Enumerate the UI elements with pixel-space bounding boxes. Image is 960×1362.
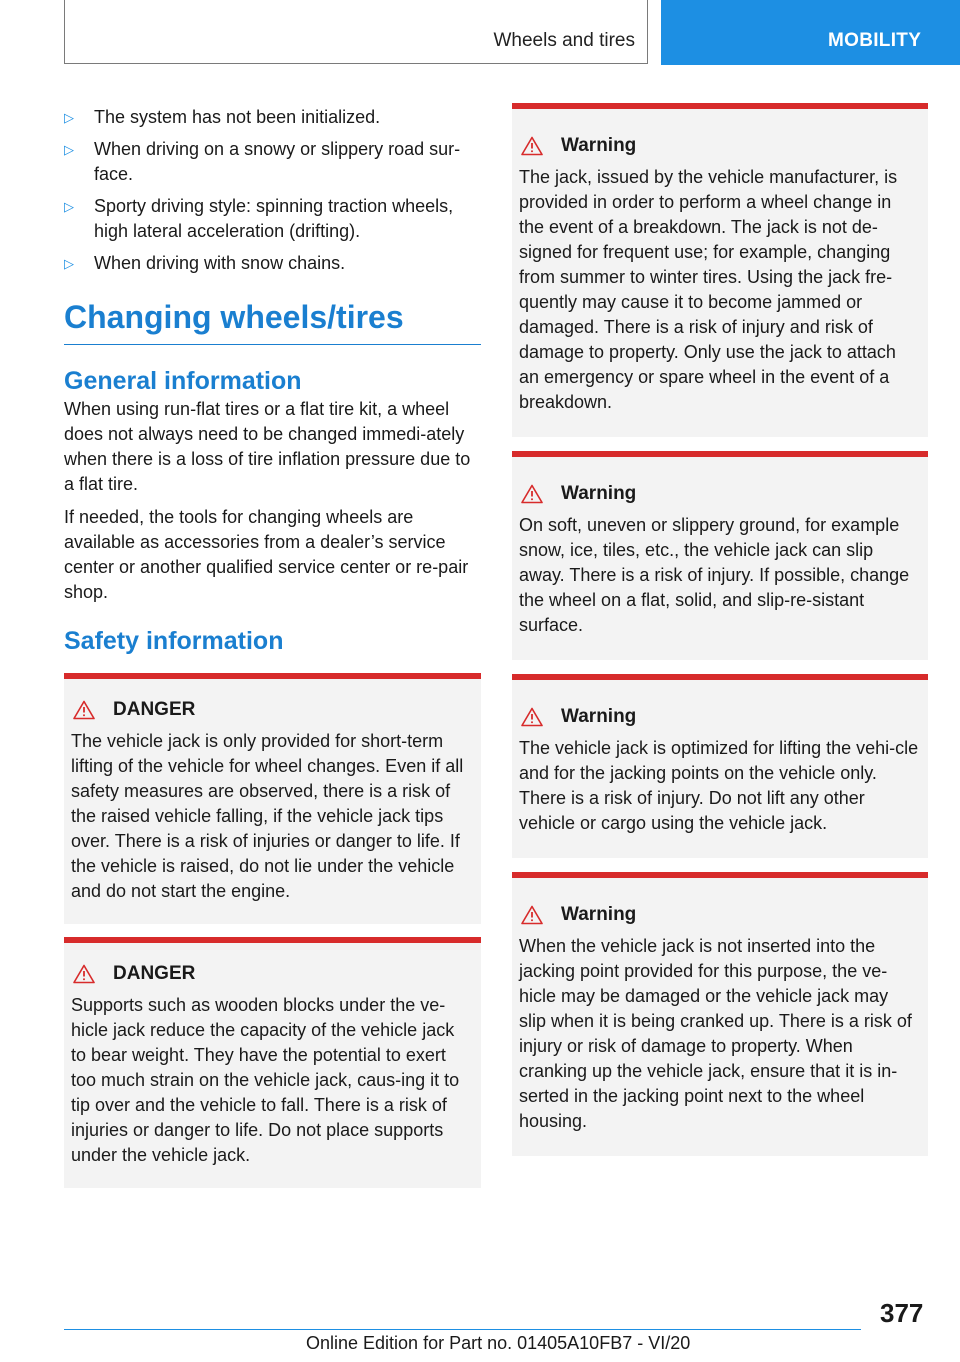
right-column: [512, 103, 928, 1170]
warning-box: [512, 674, 928, 858]
warning-label: Warning: [561, 135, 637, 156]
section-title: Wheels and tires: [493, 30, 635, 51]
general-info-heading: General information: [64, 367, 302, 395]
danger-label: DANGER: [113, 963, 196, 984]
danger-text: The vehicle jack is only provided for short-term lifting of the vehicle for wheel changes. Even if all safety measures are observed, there is a risk of the raised vehicle falling, if the vehicle jack tips over. There is a risk of injuries or danger to life. If the vehicle is raised, do not lie under the vehicle and do not start the engine.: [71, 731, 464, 901]
warning-title: [519, 133, 920, 159]
list-item-text: When driving with snow chains.: [94, 253, 346, 273]
danger-label: DANGER: [113, 699, 196, 720]
triangle-right-icon: ▷: [64, 199, 74, 214]
danger-box: [64, 937, 481, 1188]
warning-title: [519, 704, 920, 730]
list-item: [64, 194, 481, 244]
warning-triangle-icon: [521, 136, 543, 156]
footer-edition: Online Edition for Part no. 01405A10FB7 - VI/20: [306, 1333, 691, 1353]
warning-title: [519, 481, 920, 507]
triangle-right-icon: ▷: [64, 256, 74, 271]
list-item: [64, 137, 481, 187]
safety-info-heading: Safety information: [64, 627, 284, 655]
bullet-list: [64, 105, 481, 276]
warning-title: [519, 902, 920, 928]
triangle-right-icon: ▷: [64, 110, 74, 125]
danger-title: [71, 961, 473, 987]
warning-triangle-icon: [73, 700, 95, 720]
page-heading: Changing wheels/tires: [64, 296, 481, 345]
warning-box: [512, 872, 928, 1156]
warning-triangle-icon: [521, 484, 543, 504]
header-section-tab: [64, 0, 648, 64]
warning-text: When the vehicle jack is not inserted into the jacking point provided for this purpose, the ve-hicle may be damaged or the vehicle jack may slip when it is being cranked up. There is a risk of injury or risk of damage to property. When cranking up the vehicle jack, ensure that it is in-serted in the jacking point next to the wheel housing.: [519, 936, 912, 1131]
list-item-text: The system has not been initialized.: [94, 107, 381, 127]
danger-box: [64, 673, 481, 924]
warning-text: The vehicle jack is optimized for lifting the vehi-cle and for the jacking points on the vehicle only. There is a risk of injury. Do not lift any other vehicle or cargo using the vehicle jack.: [519, 738, 919, 833]
warning-label: Warning: [561, 483, 637, 504]
warning-triangle-icon: [521, 905, 543, 925]
warning-triangle-icon: [521, 707, 543, 727]
warning-text: On soft, uneven or slippery ground, for example snow, ice, tiles, etc., the vehicle jack can slip away. There is a risk of injury. If possible, change the wheel on a flat, solid, and slip-re-sistant surface.: [519, 515, 910, 635]
triangle-right-icon: ▷: [64, 142, 74, 157]
page-number: 377: [880, 1298, 924, 1328]
footer-divider: [64, 1329, 861, 1330]
warning-text: The jack, issued by the vehicle manufacturer, is provided in order to perform a wheel change in the event of a breakdown. The jack is not de-signed for frequent use; for example, changing from summer to winter tires. Using the jack fre-quently may cause it to become jammed or damaged. There is a risk of injury and risk of damage to property. Only use the jack to attach an emergency or spare wheel in the event of a breakdown.: [519, 167, 898, 412]
general-info-paragraph: If needed, the tools for changing wheels are available as accessories from a dealer’s service center or another qualified service center or re-pair shop.: [64, 507, 469, 602]
warning-box: [512, 103, 928, 437]
general-info-paragraph: When using run-flat tires or a flat tire kit, a wheel does not always need to be changed immedi-ately when there is a loss of tire inflation pressure due to a flat tire.: [64, 399, 471, 494]
warning-label: Warning: [561, 904, 637, 925]
warning-triangle-icon: [73, 964, 95, 984]
left-column: [64, 105, 481, 1188]
warning-box: [512, 451, 928, 660]
list-item: [64, 251, 481, 276]
list-item-text: When driving on a snowy or slippery road sur-face.: [94, 139, 461, 184]
danger-title: [71, 697, 473, 723]
header-chapter-tab: [661, 0, 960, 65]
danger-text: Supports such as wooden blocks under the ve-hicle jack reduce the capacity of the vehicle jack to bear weight. They have the potential to exert too much strain on the vehicle jack, caus-ing it to tip over and the vehicle to fall. There is a risk of injuries or danger to life. Do not place supports under the vehicle jack.: [71, 995, 460, 1165]
list-item: [64, 105, 481, 130]
list-item-text: Sporty driving style: spinning traction wheels, high lateral acceleration (drifting).: [94, 196, 454, 241]
warning-label: Warning: [561, 706, 637, 727]
chapter-title: MOBILITY: [828, 30, 922, 51]
